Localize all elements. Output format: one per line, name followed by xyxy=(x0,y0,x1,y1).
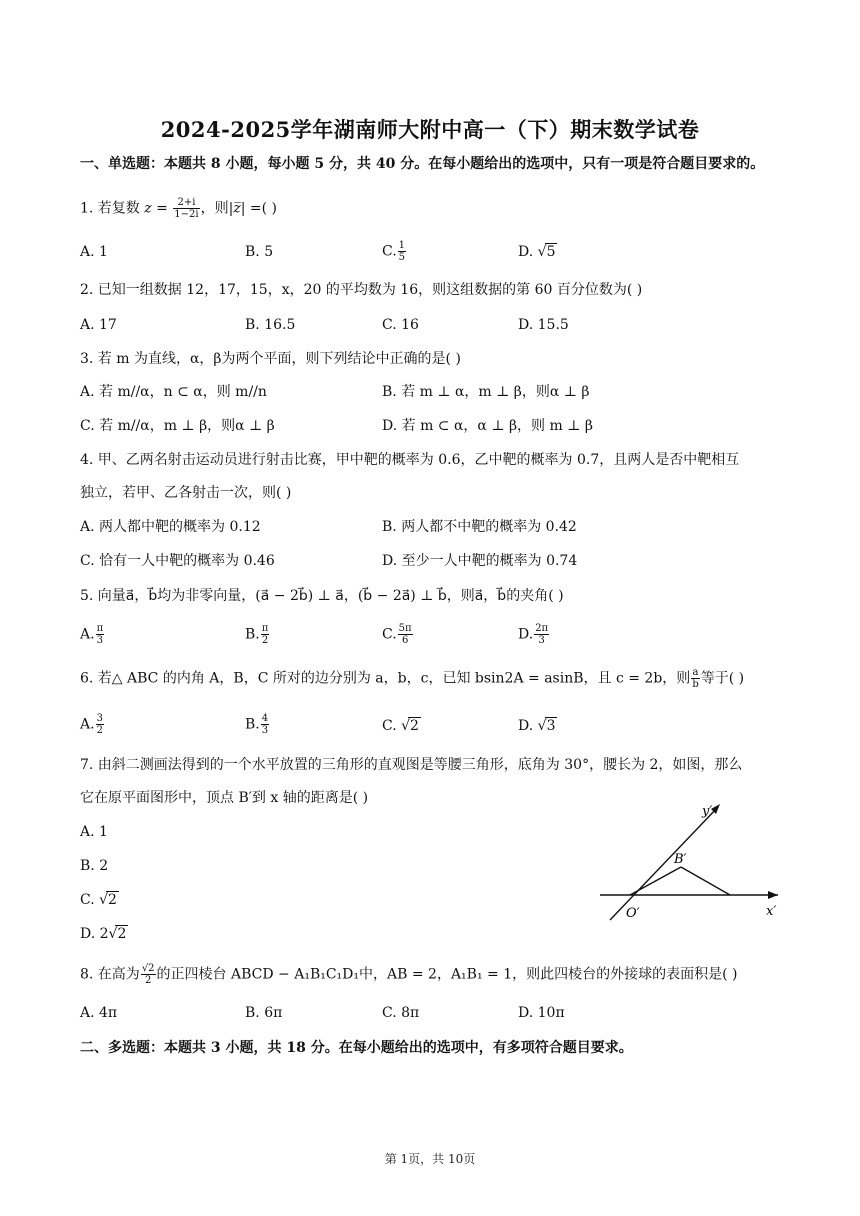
q5-option-a: A. $\frac{\pi}{3}$ xyxy=(80,623,104,646)
question-4-line2: 独立，若甲、乙各射击一次，则( ) xyxy=(80,485,292,501)
fig-b-label: B′ xyxy=(674,852,687,867)
oblique-triangle-figure xyxy=(590,795,790,925)
question-6: 6. 若△ ABC 的内角 A，B，C 所对的边分别为 a，b，c，已知 bsin2A = asinB，且 c = 2b，则 $\frac{a}{b}$ 等于( ) xyxy=(80,667,745,690)
q7-option-b: B. 2 xyxy=(80,858,109,874)
q3-option-d: D. 若 m ⊂ α，α ⊥ β，则 m ⊥ β xyxy=(382,418,593,434)
q5-option-c: C. $\frac{5\pi}{6}$ xyxy=(382,623,412,646)
page-footer: 第 1页，共 10页 xyxy=(384,1152,476,1166)
q5-option-d: D. $\frac{2\pi}{3}$ xyxy=(518,623,549,646)
q1-option-b: B. 5 xyxy=(245,244,274,260)
q7-option-a: A. 1 xyxy=(80,824,108,840)
question-3: 3. 若 m 为直线，α，β为两个平面，则下列结论中正确的是( ) xyxy=(80,351,461,367)
q4-option-c: C. 恰有一人中靶的概率为 0.46 xyxy=(80,553,275,569)
section-multi-choice: 二、多选题：本题共 3 小题，共 18 分。在每小题给出的选项中，有多项符合题目要求。 xyxy=(80,1040,633,1056)
q6-option-a: A. $\frac{3}{2}$ xyxy=(80,713,103,736)
section-single-choice: 一、单选题：本题共 8 小题，每小题 5 分，共 40 分。在每小题给出的选项中，只有一项是符合题目要求的。 xyxy=(80,156,765,172)
q1-option-d: D. √5 xyxy=(518,244,556,260)
q3-option-b: B. 若 m ⊥ α，m ⊥ β，则α ⊥ β xyxy=(382,384,590,400)
q3-option-a: A. 若 m//α，n ⊂ α，则 m//n xyxy=(80,384,267,400)
question-4-line1: 4. 甲、乙两名射击运动员进行射击比赛，甲中靶的概率为 0.6，乙中靶的概率为 0.7，且两人是否中靶相互 xyxy=(80,452,740,468)
fig-x-axis-label: x′ xyxy=(766,904,777,919)
fig-y-axis-label: y′ xyxy=(702,804,713,819)
question-7-line1: 7. 由斜二测画法得到的一个水平放置的三角形的直观图是等腰三角形，底角为 30°，腰长为 2，如图，那么 xyxy=(80,757,743,773)
q2-option-d: D. 15.5 xyxy=(518,317,569,333)
q7-option-c: C. √2 xyxy=(80,892,117,908)
page-title: 2024-2025学年湖南师大附中高一（下）期末数学试卷 xyxy=(160,117,700,142)
q1-option-a: A. 1 xyxy=(80,244,108,260)
q3-option-c: C. 若 m//α，m ⊥ β，则α ⊥ β xyxy=(80,418,275,434)
q8-option-c: C. 8π xyxy=(382,1005,420,1021)
q1-mid: ，则 xyxy=(200,200,229,217)
fig-origin-label: O′ xyxy=(626,906,640,921)
q6-option-c: C. √2 xyxy=(382,718,419,734)
q4-option-d: D. 至少一人中靶的概率为 0.74 xyxy=(382,553,578,569)
q4-option-a: A. 两人都中靶的概率为 0.12 xyxy=(80,519,261,535)
q8-option-b: B. 6π xyxy=(245,1005,283,1021)
q2-option-a: A. 17 xyxy=(80,317,117,333)
q2-option-c: C. 16 xyxy=(382,317,419,333)
question-5: 5. 向量a⃗，b⃗均为非零向量，(a⃗ − 2b⃗) ⊥ a⃗，(b⃗ − 2a⃗) ⊥ b⃗，则a⃗，b⃗的夹角( ) xyxy=(80,588,564,604)
question-7-line2: 它在原平面图形中，顶点 B′到 x 轴的距离是( ) xyxy=(80,790,369,806)
q8-option-a: A. 4π xyxy=(80,1005,118,1021)
q1-prefix: 1. 若复数 xyxy=(80,200,145,217)
q2-option-b: B. 16.5 xyxy=(245,317,296,333)
q4-option-b: B. 两人都不中靶的概率为 0.42 xyxy=(382,519,577,535)
question-2: 2. 已知一组数据 12，17，15，x，20 的平均数为 16，则这组数据的第 60 百分位数为( ) xyxy=(80,282,643,298)
q1-fraction: $\frac{2+i}{1-2i}$ xyxy=(174,197,199,220)
q6-option-b: B. $\frac{4}{3}$ xyxy=(245,713,269,736)
q8-option-d: D. 10π xyxy=(518,1005,565,1021)
q6-option-d: D. √3 xyxy=(518,718,556,734)
q7-option-d: D. 2√2 xyxy=(80,926,127,942)
q1-option-c: C. $\frac{1}{5}$ xyxy=(382,240,406,263)
q5-option-b: B. $\frac{\pi}{2}$ xyxy=(245,623,269,646)
question-8: 8. 在高为 $\frac{√2}{2}$ 的正四棱台 ABCD − A₁B₁C₁D₁中，AB = 2，A₁B₁ = 1，则此四棱台的外接球的表面积是( ) xyxy=(80,963,738,986)
question-1: 1. 若复数 z = $\frac{2+i}{1-2i}$ ，则|z̅| =( ) xyxy=(80,197,277,220)
q1-suffix: =( ) xyxy=(245,200,277,217)
